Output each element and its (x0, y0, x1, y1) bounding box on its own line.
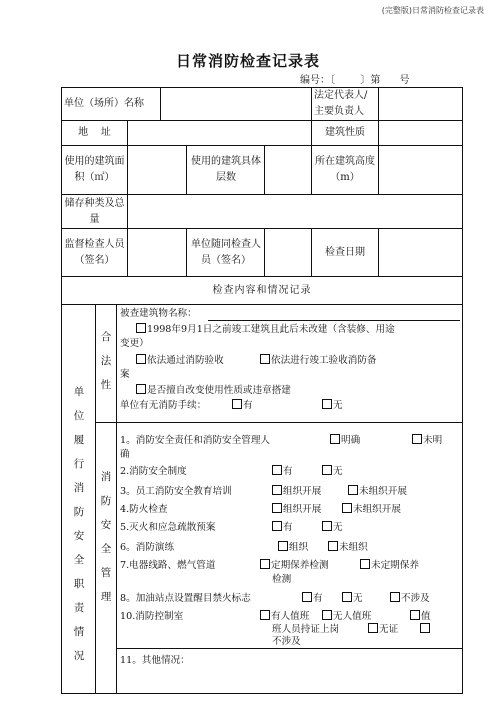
mgmt-item-5-b: 无 (322, 521, 343, 535)
checkbox[interactable] (348, 485, 358, 495)
mgmt-item-10-f: 不涉及 (272, 636, 301, 647)
legal-item-4: 是否擅自改变使用性质或违章搭建 (136, 384, 291, 398)
mgmt-item-3-b: 未组织开展 (348, 485, 407, 499)
label-address: 地 址 (78, 127, 111, 138)
label-storage: 储存种类及总量 (64, 197, 125, 225)
checkbox[interactable] (232, 399, 242, 409)
label-inspector: 监督检查人员（签名） (64, 238, 125, 266)
legal-item-5-yes: 有 (232, 399, 253, 413)
label-building-height: 所在建筑高度（m） (315, 156, 375, 183)
checkbox[interactable] (322, 610, 332, 620)
checkbox[interactable] (136, 384, 146, 394)
mgmt-item-6-a: 组织 (278, 541, 308, 555)
mgmt-item-10-a: 有人值班 (260, 610, 309, 624)
legal-item-5: 单位有无消防手续： (120, 400, 207, 411)
mgmt-item-2-a: 有 (272, 465, 293, 479)
checkbox[interactable] (322, 465, 332, 475)
mgmt-item-5-a: 有 (272, 521, 293, 535)
mgmt-item-4: 4.防火检查 (120, 504, 168, 515)
label-legal-rep: 法定代表人/主要负责人 (314, 90, 368, 117)
checkbox[interactable] (328, 541, 338, 551)
mgmt-item-10-c: 值 (410, 610, 431, 624)
checkbox[interactable] (342, 503, 352, 513)
legal-label: 合法性 (100, 331, 112, 391)
header-text: (完整版)日常消防检查记录表 (381, 6, 484, 15)
checkbox[interactable] (272, 485, 282, 495)
record-number: 编号：〔 〕第 号 (300, 75, 410, 86)
mgmt-item-8-b: 无 (342, 592, 363, 606)
legal-item-5-no: 无 (322, 399, 343, 413)
mgmt-item-7: 7.电器线路、燃气管道 (120, 560, 216, 571)
checkbox[interactable] (278, 541, 288, 551)
mgmt-item-6: 6。消防演练 (120, 542, 175, 553)
checkbox[interactable] (322, 399, 332, 409)
mgmt-item-5: 5.灭火和应急疏散预案 (120, 522, 216, 533)
building-name-label: 被查建筑物名称： (120, 308, 197, 319)
fire-label: 消防安全管理 (100, 471, 112, 603)
mgmt-item-2-b: 无 (322, 465, 343, 479)
mgmt-item-4-a: 组织开展 (272, 503, 321, 517)
checkbox[interactable] (368, 623, 378, 633)
checkbox[interactable] (260, 559, 270, 569)
checkbox[interactable] (272, 465, 282, 475)
checkbox[interactable] (390, 592, 400, 602)
label-check-date: 检查日期 (325, 246, 365, 258)
legal-item-3-cont: 案 (120, 369, 130, 380)
mgmt-item-1-a: 明确 (330, 434, 360, 448)
mgmt-item-8-c: 不涉及 (390, 592, 430, 606)
legal-item-2: 依法通过消防验收 (136, 354, 224, 368)
mgmt-item-10: 10.消防控制室 (120, 611, 184, 622)
mgmt-item-1: 1。消防安全责任和消防安全管理人 (120, 435, 271, 446)
label-building-nature: 建筑性质 (325, 127, 365, 138)
mgmt-item-1-cont: 确 (120, 449, 130, 460)
label-building-area: 使用的建筑面积（㎡） (64, 156, 125, 183)
label-unit-name: 单位（场所）名称 (64, 98, 144, 109)
legal-item-1-cont: 变更） (120, 338, 149, 349)
checkbox[interactable] (272, 521, 282, 531)
checkbox[interactable] (360, 559, 370, 569)
mgmt-item-2: 2.消防安全制度 (120, 466, 187, 477)
mgmt-item-8: 8。加油站点设置醒目禁火标志 (120, 593, 251, 604)
checkbox[interactable] (136, 323, 146, 333)
checkbox[interactable] (260, 354, 270, 364)
mgmt-item-10-e: 无证 (368, 623, 398, 637)
checkbox[interactable] (136, 354, 146, 364)
mgmt-item-7-cont: 检测 (272, 574, 292, 585)
checkbox[interactable] (420, 623, 430, 633)
mgmt-item-4-b: 未组织开展 (342, 503, 401, 517)
legal-item-1: 1998年9月1日之前竣工建筑且此后未改建（含装修、用途 (136, 323, 395, 337)
mgmt-item-3: 3。员工消防安全教育培训 (120, 486, 232, 497)
checkbox[interactable] (330, 434, 340, 444)
label-floors: 使用的建筑具体层数 (191, 156, 261, 183)
checkbox[interactable] (410, 610, 420, 620)
mgmt-item-6-b: 未组织 (328, 541, 368, 555)
mgmt-item-1-b: 未明 (412, 434, 442, 448)
left-label: 单位履行消防安全职责情况 (73, 386, 85, 662)
page-title: 日常消防检查记录表 (175, 52, 320, 70)
label-accompany: 单位随同检查人员（签名） (191, 238, 261, 266)
mgmt-item-7-a: 定期保养检测 (260, 559, 329, 573)
mgmt-item-10-f-box (420, 623, 431, 637)
mgmt-item-7-b: 未定期保养 (360, 559, 419, 573)
unit-name-value (161, 88, 310, 120)
mgmt-item-10-b: 无人值班 (322, 610, 371, 624)
checkbox[interactable] (342, 592, 352, 602)
legal-rep-value (379, 88, 462, 120)
mgmt-item-3-a: 组织开展 (272, 485, 321, 499)
checkbox[interactable] (412, 434, 422, 444)
mgmt-item-8-a: 有 (302, 592, 323, 606)
section-title: 检查内容和情况记录 (212, 284, 312, 296)
checkbox[interactable] (272, 503, 282, 513)
checkbox[interactable] (260, 610, 270, 620)
mgmt-item-11: 11。其他情况： (120, 655, 190, 666)
mgmt-item-10-d: 班人员持证上岗 (272, 624, 340, 635)
checkbox[interactable] (302, 592, 312, 602)
legal-item-3: 依法进行竣工验收消防备 (260, 354, 377, 368)
checkbox[interactable] (322, 521, 332, 531)
